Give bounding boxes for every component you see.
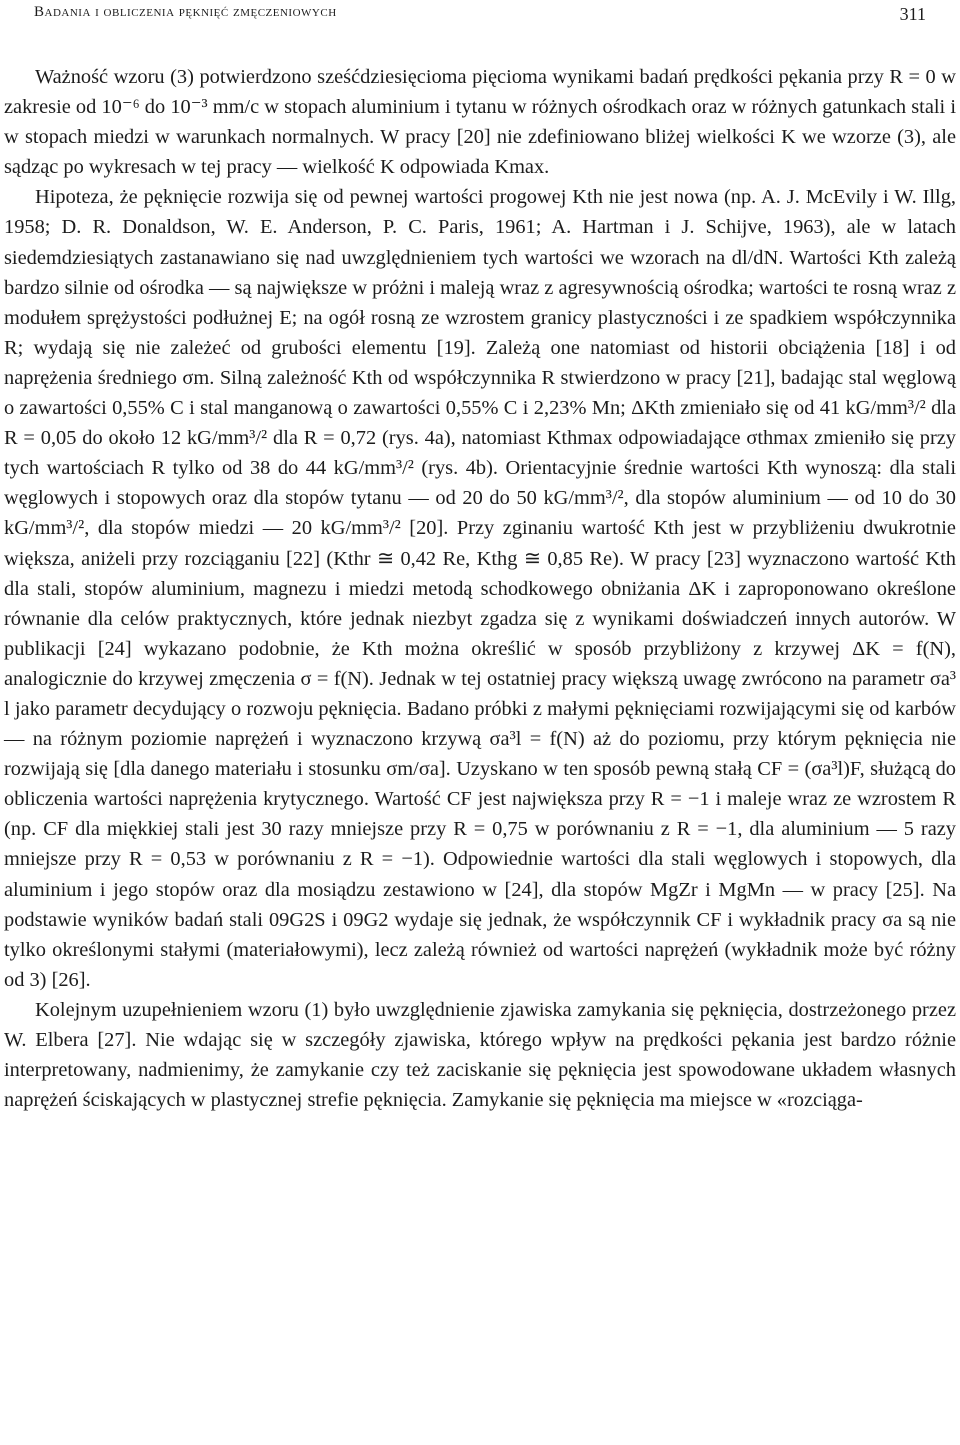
paragraph-2: Hipoteza, że pęknięcie rozwija się od pewnej wartości progowej Kth nie jest nowa (np. A. J. McEvily i W. Illg, 1958; D. R. Donaldson, W. E. Anderson, P. C. Paris, 1961; A. Hartman i J. Schijve, 1963), ale w latach siedemdziesiątych zastanawiano się nad uwzględnieniem tych wartości we wzorach na dl/dN. Wartości Kth zależą bardzo silnie od ośrodka — są największe w próżni i maleją wraz z agresywnością ośrodka; wartości te rosną wraz z modułem sprężystości podłużnej E; na ogół rosną ze wzrostem granicy plastyczności i ze spadkiem współczynnika R; wydają się nie zależeć od grubości elementu [19]. Zależą one natomiast od historii obciążenia [18] i od naprężenia średniego σm. Silną zależność Kth od współczynnika R stwierdzono w pracy [21], badając stal węglową o zawartości 0,55% C i stal manganową o zawartości 0,55% C i 2,23% Mn; ΔKth zmieniało się od 41 kG/mm³/² dla R = 0,05 do około 12 kG/mm³/² dla R = 0,72 (rys. 4a), natomiast Kthmax odpowiadające σthmax zmieniło się przy tych wartościach R tylko od 38 do 44 kG/mm³/² (rys. 4b). Orientacyjnie średnie wartości Kth wynoszą: dla stali węglowych i stopowych oraz dla stopów tytanu — od 20 do 50 kG/mm³/², dla stopów aluminium — od 10 do 30 kG/mm³/², dla stopów miedzi — 20 kG/mm³/² [20]. Przy zginaniu wartość Kth jest w przybliżeniu dwukrotnie większa, aniżeli przy rozciąganiu [22] (Kthr ≅ 0,42 Re, Kthg ≅ 0,85 Re). W pracy [23] wyznaczono wartość Kth dla stali, stopów aluminium, magnezu i miedzi metodą schodkowego obniżania ΔK i zaproponowano określone równanie dla celów praktycznych, które jednak niezbyt zgadza się z wynikami doświadczeń innych autorów. W publikacji [24] wykazano podobnie, że Kth można określić w sposób przybliżony z krzywej ΔK = f(N), analogicznie do krzywej zmęczenia σ = f(N). Jednak w tej ostatniej pracy większą uwagę zwrócono na parametr σa³ l jako parametr decydujący o rozwoju pęknięcia. Badano próbki z małymi pęknięciami rozwijającymi się od karbów — na różnym poziomie naprężeń i wyznaczono krzywą σa³l = f(N) aż do poziomu, przy którym pęknięcia nie rozwijają się [dla danego materiału i stosunku σm/σa]. Uzyskano w ten sposób pewną stałą CF = (σa³l)F, służącą do obliczenia wartości naprężenia krytycznego. Wartość CF jest największa przy R = −1 i maleje wraz ze wzrostem R (np. CF dla miękkiej stali jest 30 razy mniejsze przy R = 0,75 w porównaniu z R = −1, dla aluminium — 5 razy mniejsze przy R = 0,53 w porównaniu z R = −1). Odpowiednie wartości dla stali węglowych i stopowych, dla aluminium i jego stopów oraz dla mosiądzu zestawiono w [24], dla stopów MgZr i MgMn — w pracy [25]. Na podstawie wyników badań stali 09G2S i 09G2 wydaje się jednak, że współczynnik CF i wykładnik pracy σa są nie tylko określonymi stałymi (materiałowymi), lecz zależą również od wartości naprężeń (wykładnik może być różny od 3) [26].: [4, 186, 956, 991]
page-number: 311: [899, 4, 926, 24]
paragraph-1: Ważność wzoru (3) potwierdzono sześćdziesięcioma pięcioma wynikami badań prędkości pękania przy R = 0 w zakresie od 10⁻⁶ do 10⁻³ mm/c w stopach aluminium i tytanu w różnych ośrodkach oraz w różnych gatunkach stali i w stopach miedzi w warunkach normalnych. W pracy [20] nie zdefiniowano bliżej wielkości K we wzorze (3), ale sądząc po wykresach w tej pracy — wielkość K odpowiada Kmax.: [4, 66, 956, 179]
paragraph-3: Kolejnym uzupełnieniem wzoru (1) było uwzględnienie zjawiska zamykania się pęknięcia, dostrzeżonego przez W. Elbera [27]. Nie wdając się w szczegóły zjawiska, którego wpływ na prędkości pękania jest bardzo różnie interpretowany, nadmienimy, że zamykanie czy też zaciskanie się pęknięcia jest spowodowane układem własnych naprężeń ściskających w plastycznej strefie pęknięcia. Zamykanie się pęknięcia ma miejsce w «rozciąga-: [4, 998, 956, 1112]
body-text: [4, 62, 956, 1115]
page-header: [34, 4, 926, 28]
running-title: Badania i obliczenia pęknięć zmęczeniowych: [34, 4, 337, 20]
